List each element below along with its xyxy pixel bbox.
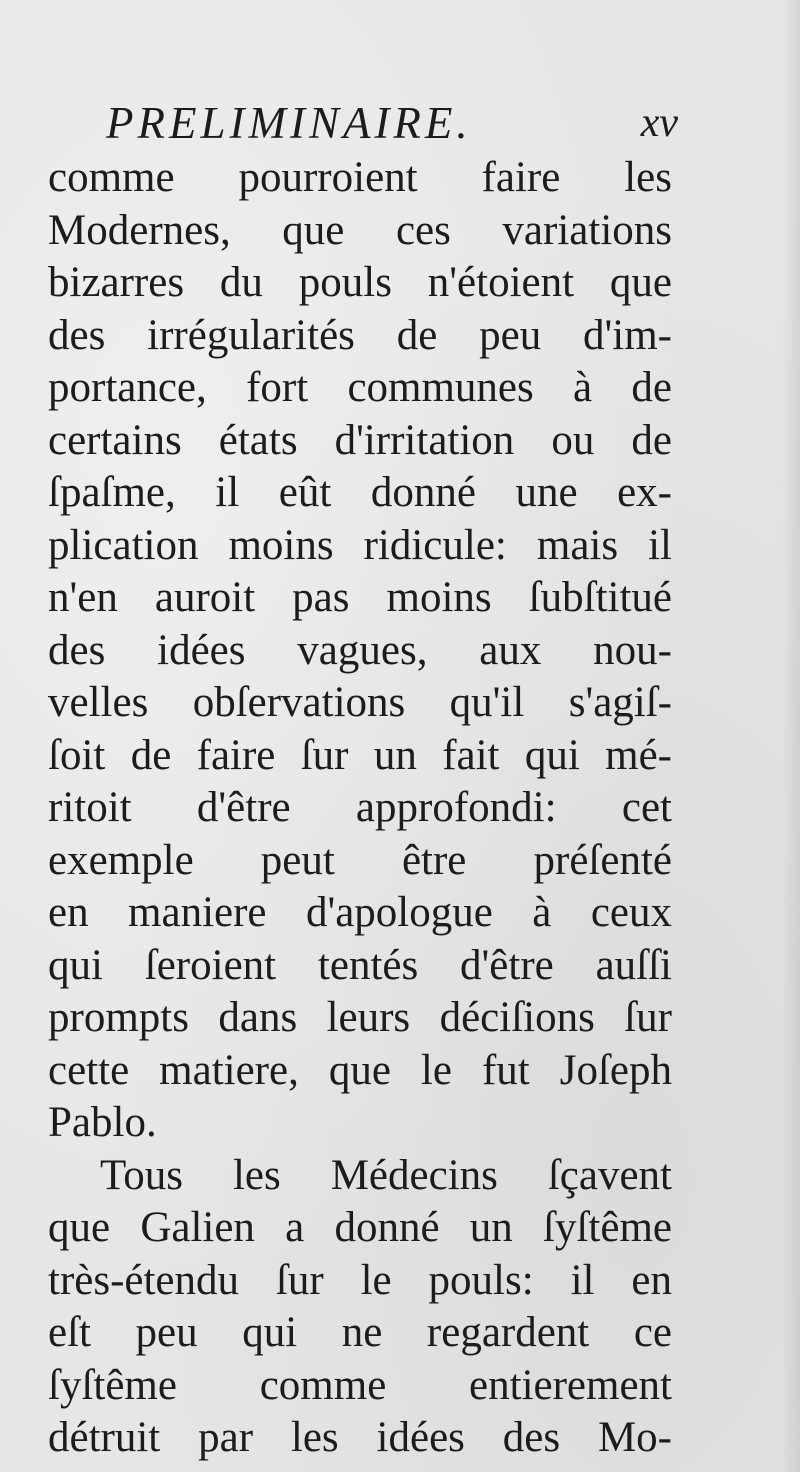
text-line: détruit par les idées des Mo- xyxy=(48,1414,672,1461)
text-line: ſyſtême comme entierement xyxy=(48,1361,672,1409)
text-line: portance, fort communes à de xyxy=(48,364,672,411)
body-text xyxy=(48,152,672,1465)
text-line: velles obſervations qu'il s'agiſ- xyxy=(48,679,672,726)
text-line: en maniere d'apologue à ceux xyxy=(48,889,672,936)
text-line: prompts dans leurs déciſions ſur xyxy=(48,994,672,1041)
page-header xyxy=(106,96,678,150)
paragraph-end-line: Pablo. xyxy=(48,1099,157,1146)
text-line: cette matiere, que le fut Joſeph xyxy=(48,1046,672,1094)
text-line: ſpaſme, il eût donné une ex- xyxy=(48,469,672,516)
text-line: des idées vagues, aux nou- xyxy=(48,626,672,674)
page-edge-shadow xyxy=(782,0,800,1472)
text-line: certains états d'irritation ou de xyxy=(48,416,672,464)
text-line: bizarres du pouls n'étoient que xyxy=(48,259,672,306)
text-line: des irrégularités de peu d'im- xyxy=(48,311,672,359)
text-line: plication moins ridicule: mais il xyxy=(48,521,672,569)
text-line: que Galien a donné un ſyſtême xyxy=(48,1204,672,1251)
paragraph-first-line: Tous les Médecins ſçavent xyxy=(100,1151,672,1199)
text-line: ſoit de faire ſur un fait qui mé- xyxy=(48,731,672,779)
text-line: eſt peu qui ne regardent ce xyxy=(48,1309,672,1356)
text-line: exemple peut être préſenté xyxy=(48,836,672,884)
text-line: très-étendu ſur le pouls: il en xyxy=(48,1256,672,1304)
running-head: PRELIMINAIRE. xyxy=(106,98,472,148)
text-line: qui ſeroient tentés d'être auſſi xyxy=(48,941,672,989)
text-line: comme pourroient faire les xyxy=(48,154,672,201)
text-line: Modernes, que ces variations xyxy=(48,206,672,254)
text-line: ritoit d'être approfondi: cet xyxy=(48,784,672,831)
page-number: xv xyxy=(640,100,678,146)
text-line: n'en auroit pas moins ſubſtitué xyxy=(48,574,672,621)
